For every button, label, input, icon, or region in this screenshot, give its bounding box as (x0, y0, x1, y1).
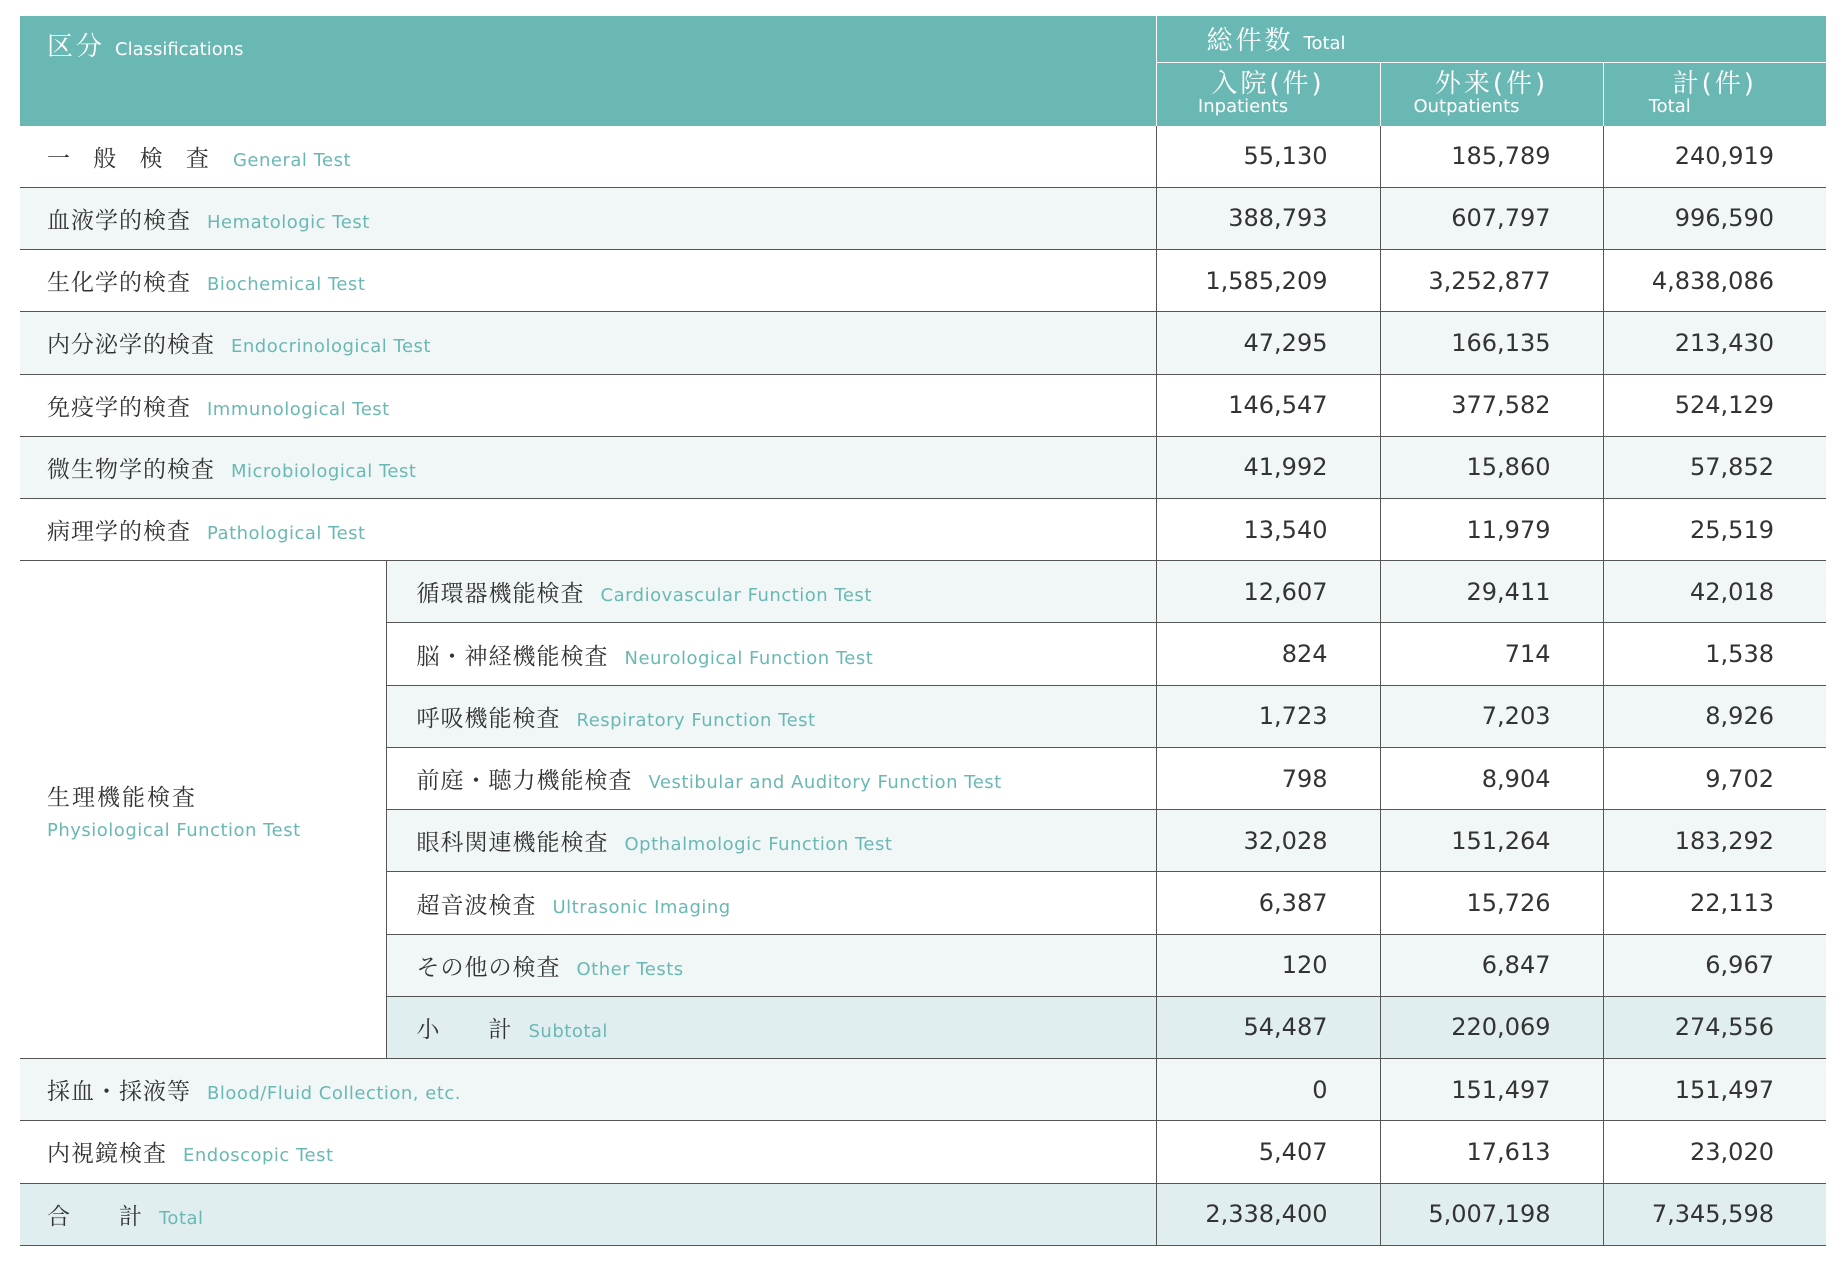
row-label (20, 1059, 1156, 1121)
value-inpatients: 6,387 (1156, 872, 1380, 934)
value-total: 274,556 (1603, 996, 1826, 1058)
value-total: 23,020 (1603, 1121, 1826, 1183)
value-inpatients: 12,607 (1156, 561, 1380, 623)
group-label-physiological (20, 561, 386, 1059)
row-label-en: Cardiovascular Function Test (600, 585, 872, 607)
row-label (386, 872, 1156, 934)
row-label-jp: 微生物学的検査 (47, 456, 215, 483)
total-count-header-en: Total (1303, 33, 1346, 55)
value-inpatients: 1,585,209 (1156, 250, 1380, 312)
row-label (20, 126, 1156, 187)
row-label-en: Vestibular and Auditory Function Test (648, 772, 1002, 794)
value-outpatients: 6,847 (1380, 934, 1603, 996)
column-header-jp: 外来(件) (1434, 69, 1549, 100)
row-label-en: Microbiological Test (231, 460, 417, 482)
value-inpatients: 5,407 (1156, 1121, 1380, 1183)
row-label (386, 747, 1156, 809)
row-label-jp: 脳・神経機能検査 (416, 643, 609, 670)
value-outpatients: 377,582 (1380, 374, 1603, 436)
value-outpatients: 220,069 (1380, 996, 1603, 1058)
value-total: 7,345,598 (1603, 1183, 1826, 1245)
row-label-en: Hematologic Test (207, 211, 370, 233)
value-total: 6,967 (1603, 934, 1826, 996)
column-header-en: Outpatients (1413, 96, 1520, 118)
row-label-en: Endoscopic Test (183, 1145, 334, 1167)
column-header-en: Total (1648, 96, 1691, 118)
table-row (20, 250, 1826, 312)
value-inpatients: 47,295 (1156, 312, 1380, 374)
row-label (20, 436, 1156, 498)
row-label-jp: 血液学的検査 (47, 207, 191, 234)
table-row (20, 436, 1826, 498)
classifications-header-en: Classifications (115, 39, 244, 60)
row-label-jp: 小 計 (416, 1016, 513, 1043)
value-inpatients: 824 (1156, 623, 1380, 685)
row-label-en: Subtotal (528, 1020, 608, 1042)
value-inpatients: 41,992 (1156, 436, 1380, 498)
value-outpatients: 7,203 (1380, 685, 1603, 747)
value-outpatients: 17,613 (1380, 1121, 1603, 1183)
row-label-jp: 内分泌学的検査 (47, 332, 215, 359)
value-total: 25,519 (1603, 499, 1826, 561)
value-total: 57,852 (1603, 436, 1826, 498)
row-label (386, 934, 1156, 996)
value-outpatients: 3,252,877 (1380, 250, 1603, 312)
row-label (386, 561, 1156, 623)
row-label (386, 996, 1156, 1058)
row-label-jp: 生化学的検査 (47, 270, 191, 297)
row-label-en: Other Tests (576, 958, 684, 980)
value-outpatients: 166,135 (1380, 312, 1603, 374)
value-total: 240,919 (1603, 126, 1826, 187)
row-label-jp: 超音波検査 (416, 892, 537, 919)
row-label-jp: 採血・採液等 (47, 1079, 191, 1106)
table-row (20, 187, 1826, 249)
row-label-en: Respiratory Function Test (576, 709, 816, 731)
row-label (20, 187, 1156, 249)
value-total: 524,129 (1603, 374, 1826, 436)
value-total: 151,497 (1603, 1059, 1826, 1121)
row-label (20, 1183, 1156, 1245)
table-row (20, 374, 1826, 436)
row-label (20, 374, 1156, 436)
value-inpatients: 1,723 (1156, 685, 1380, 747)
value-outpatients: 714 (1380, 623, 1603, 685)
row-label (386, 685, 1156, 747)
row-label-jp: 内視鏡検査 (47, 1141, 167, 1168)
value-total: 1,538 (1603, 623, 1826, 685)
row-label-jp: 病理学的検査 (47, 519, 191, 546)
column-header-en: Inpatients (1197, 96, 1289, 118)
value-total: 42,018 (1603, 561, 1826, 623)
row-label-en: General Test (232, 149, 352, 171)
column-header-jp: 入院(件) (1211, 69, 1325, 100)
row-label-en: Pathological Test (207, 523, 366, 545)
row-label-jp: 呼吸機能検査 (416, 705, 561, 732)
grand-total-row (20, 1183, 1826, 1245)
value-total: 213,430 (1603, 312, 1826, 374)
value-total: 183,292 (1603, 810, 1826, 872)
value-outpatients: 185,789 (1380, 126, 1603, 187)
value-total: 996,590 (1603, 187, 1826, 249)
row-label-en: Blood/Fluid Collection, etc. (207, 1083, 462, 1105)
value-outpatients: 11,979 (1380, 499, 1603, 561)
row-label-en: Opthalmologic Function Test (624, 834, 893, 856)
total-count-header (1156, 16, 1826, 62)
classifications-header (20, 16, 1156, 126)
value-inpatients: 120 (1156, 934, 1380, 996)
row-label (20, 499, 1156, 561)
row-label (20, 1121, 1156, 1183)
row-label-en: Neurological Function Test (624, 647, 874, 669)
row-label-en: Total (159, 1207, 204, 1229)
row-label (20, 250, 1156, 312)
group-label-jp: 生理機能検査 (47, 784, 197, 811)
row-label-jp: 前庭・聴力機能検査 (416, 768, 633, 795)
table-row (20, 312, 1826, 374)
row-label-en: Endocrinological Test (231, 336, 431, 358)
row-label-jp: 免疫学的検査 (47, 394, 191, 421)
classifications-header-jp: 区分 (47, 32, 106, 62)
value-outpatients: 29,411 (1380, 561, 1603, 623)
group-label-en: Physiological Function Test (47, 819, 301, 841)
statistics-table (20, 16, 1826, 1246)
total-count-header-jp: 総件数 (1206, 26, 1294, 57)
value-inpatients: 32,028 (1156, 810, 1380, 872)
value-inpatients: 54,487 (1156, 996, 1380, 1058)
value-inpatients: 2,338,400 (1156, 1183, 1380, 1245)
value-total: 22,113 (1603, 872, 1826, 934)
row-label-jp: 一 般 検 査 (47, 145, 217, 172)
value-inpatients: 798 (1156, 747, 1380, 809)
row-label-jp: 循環器機能検査 (416, 581, 585, 608)
value-inpatients: 0 (1156, 1059, 1380, 1121)
row-label-en: Ultrasonic Imaging (552, 896, 731, 918)
value-inpatients: 13,540 (1156, 499, 1380, 561)
row-label (20, 312, 1156, 374)
value-inpatients: 388,793 (1156, 187, 1380, 249)
table-row (20, 126, 1826, 187)
column-header-total (1603, 62, 1826, 126)
value-total: 9,702 (1603, 747, 1826, 809)
value-outpatients: 15,726 (1380, 872, 1603, 934)
value-outpatients: 8,904 (1380, 747, 1603, 809)
row-label-jp: その他の検査 (416, 954, 561, 981)
value-total: 4,838,086 (1603, 250, 1826, 312)
value-outpatients: 151,497 (1380, 1059, 1603, 1121)
value-outpatients: 607,797 (1380, 187, 1603, 249)
value-total: 8,926 (1603, 685, 1826, 747)
value-outpatients: 15,860 (1380, 436, 1603, 498)
row-label (386, 623, 1156, 685)
row-label-jp: 合 計 (47, 1203, 143, 1230)
table-row (20, 561, 1826, 623)
table-row (20, 499, 1826, 561)
value-outpatients: 5,007,198 (1380, 1183, 1603, 1245)
value-inpatients: 146,547 (1156, 374, 1380, 436)
table-row (20, 1121, 1826, 1183)
column-header-jp: 計(件) (1672, 69, 1757, 100)
value-outpatients: 151,264 (1380, 810, 1603, 872)
table-row (20, 1059, 1826, 1121)
row-label-en: Immunological Test (207, 398, 390, 420)
row-label (386, 810, 1156, 872)
row-label-jp: 眼科関連機能検査 (416, 830, 609, 857)
row-label-en: Biochemical Test (207, 274, 366, 296)
value-inpatients: 55,130 (1156, 126, 1380, 187)
